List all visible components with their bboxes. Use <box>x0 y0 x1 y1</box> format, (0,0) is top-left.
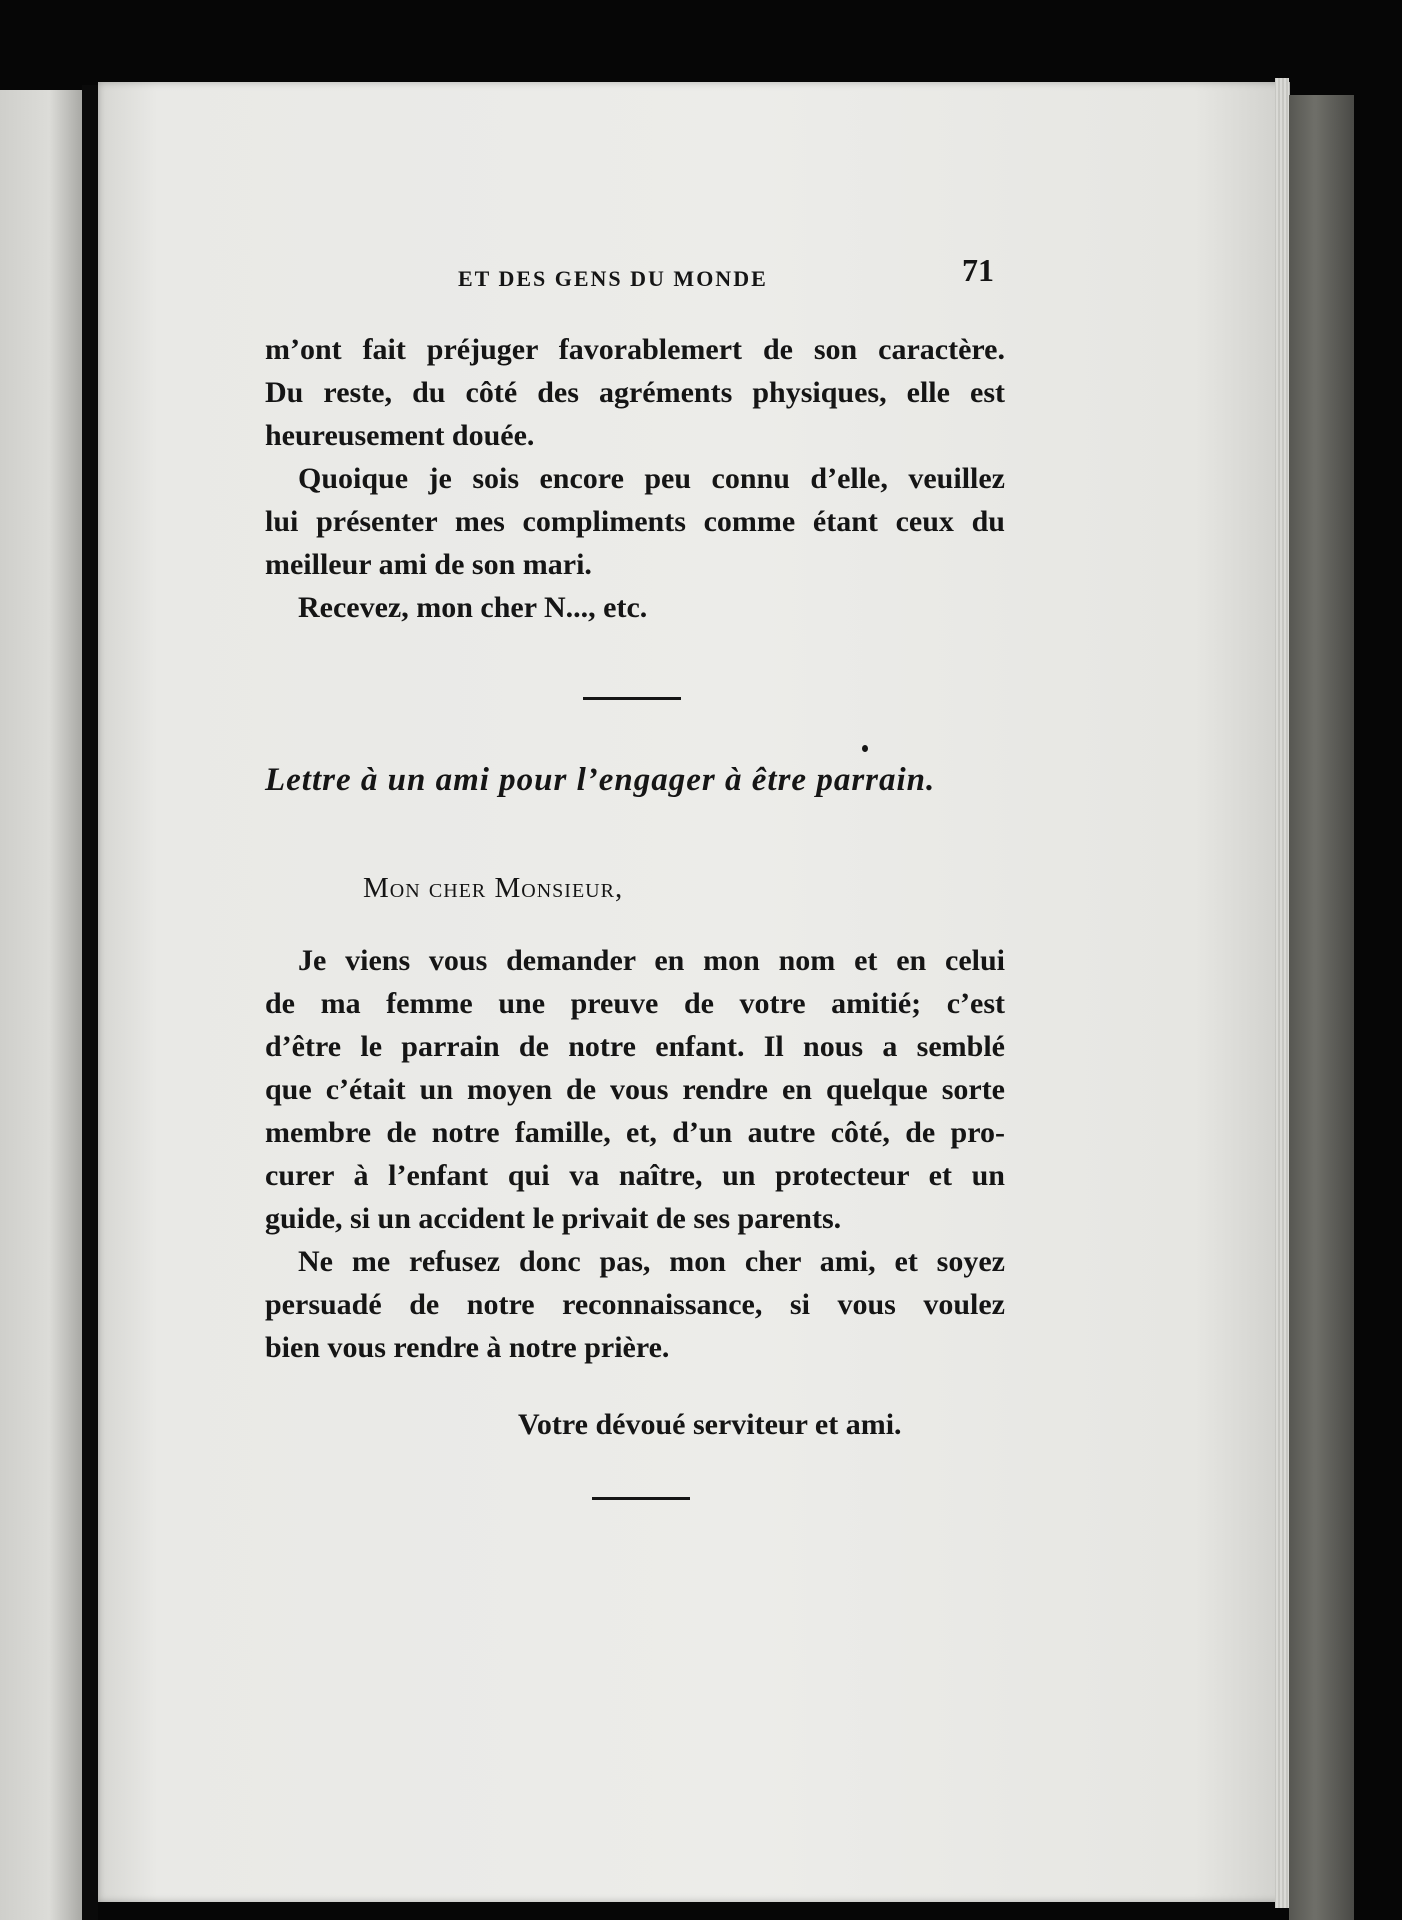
paragraph-line: Du reste, du côté des agréments physiques, elle est <box>265 376 1005 409</box>
book-spine <box>1289 95 1354 1920</box>
letter-salutation: Mon cher Monsieur, <box>363 872 624 904</box>
letter-line: de ma femme une preuve de votre amitié; c’est <box>265 987 1005 1020</box>
paragraph-line: heureusement douée. <box>265 419 535 452</box>
previous-page-edge <box>0 90 82 1920</box>
letter-closing: Votre dévoué serviteur et ami. <box>518 1408 902 1441</box>
letter-line: guide, si un accident le privait de ses parents. <box>265 1202 842 1235</box>
page-number: 71 <box>962 252 994 288</box>
section-divider <box>592 1497 690 1500</box>
letter-line: Je viens vous demander en mon nom et en celui <box>298 944 1005 977</box>
paragraph-line: meilleur ami de son mari. <box>265 548 592 581</box>
letter-line: bien vous rendre à notre prière. <box>265 1331 670 1364</box>
book-gutter <box>82 85 98 1920</box>
running-head: ET DES GENS DU MONDE <box>458 266 768 291</box>
letter-line: que c’était un moyen de vous rendre en quelque sorte <box>265 1073 1005 1106</box>
letter-title: Lettre à un ami pour l’engager à être parrain. <box>265 762 936 798</box>
letter-line: membre de notre famille, et, d’un autre côté, de pro- <box>265 1116 1005 1149</box>
letter-line: Ne me refusez donc pas, mon cher ami, et soyez <box>298 1245 1005 1278</box>
paragraph-line: m’ont fait préjuger favorablemert de son caractère. <box>265 333 1005 366</box>
letter-line: d’être le parrain de notre enfant. Il nous a semblé <box>265 1030 1005 1063</box>
ink-speck <box>862 745 868 752</box>
paragraph-line: Recevez, mon cher N..., etc. <box>298 591 648 624</box>
paragraph-line: lui présenter mes compliments comme étant ceux du <box>265 505 1005 538</box>
section-divider <box>583 697 681 700</box>
letter-line: persuadé de notre reconnaissance, si vous voulez <box>265 1288 1005 1321</box>
paragraph-line: Quoique je sois encore peu connu d’elle, veuillez <box>298 462 1005 495</box>
letter-line: curer à l’enfant qui va naître, un protecteur et un <box>265 1159 1005 1192</box>
page-stack-edges <box>1275 78 1289 1908</box>
